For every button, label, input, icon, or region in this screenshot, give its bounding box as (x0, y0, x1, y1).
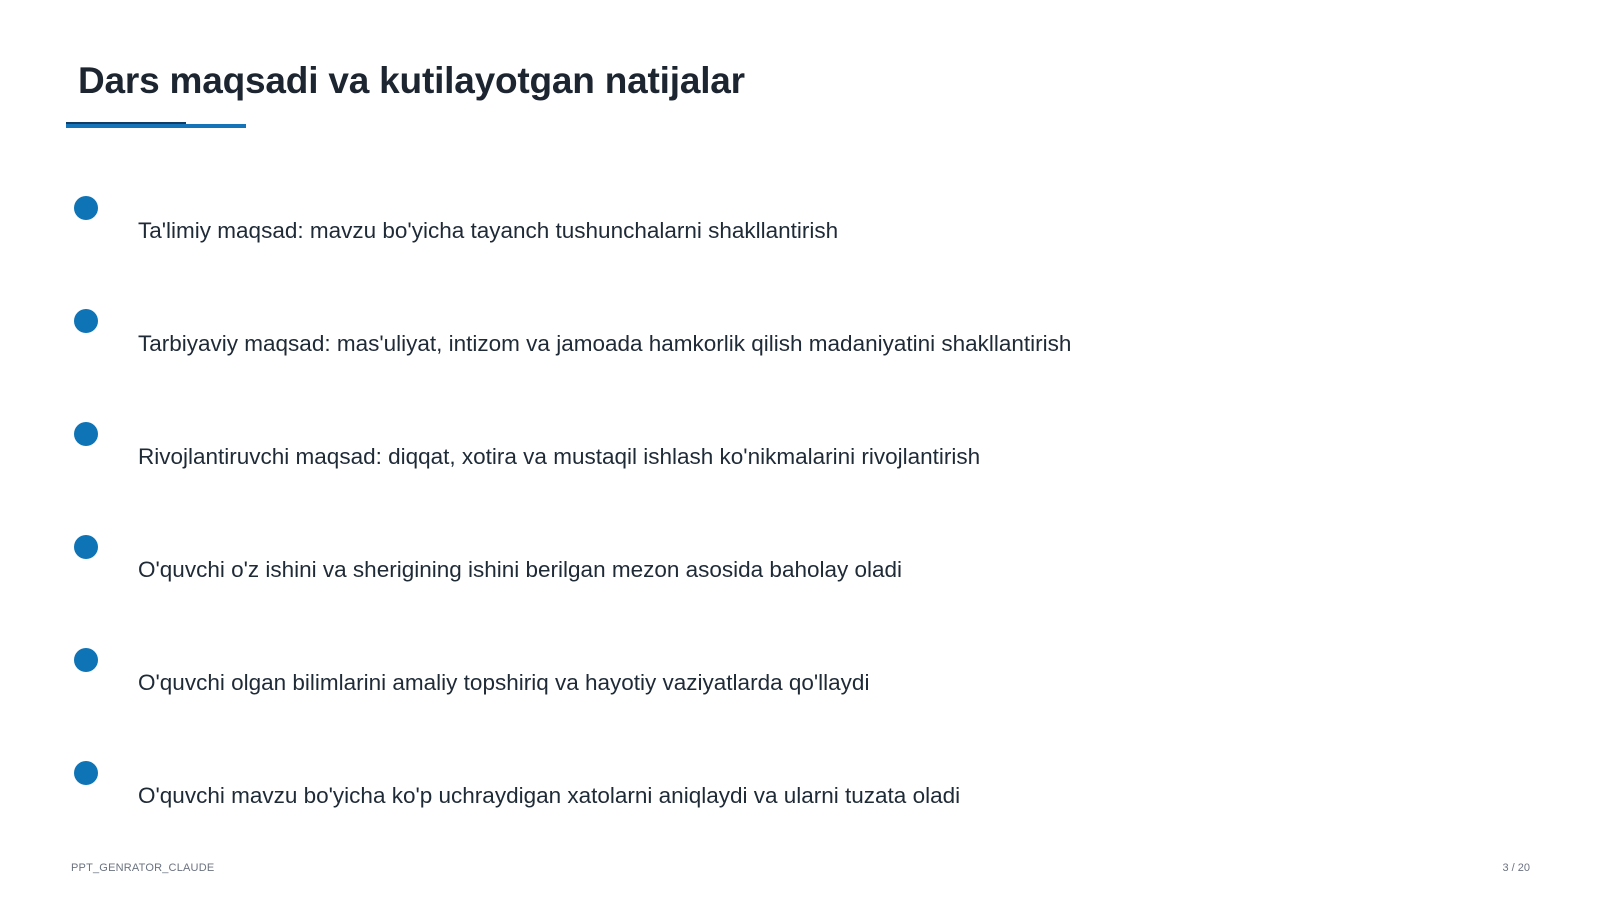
goal-item (0, 533, 1600, 593)
goal-item (0, 194, 1600, 254)
slide-title: Dars maqsadi va kutilayotgan natijalar (78, 60, 745, 101)
goal-text: Rivojlantiruvchi maqsad: diqqat, xotira va mustaqil ishlash ko'nikmalarini rivojlantirish (138, 444, 981, 469)
bullet-dot-icon (74, 535, 98, 559)
goal-text: O'quvchi o'z ishini va sherigining ishini berilgan mezon asosida baholay oladi (138, 557, 903, 582)
goal-item (0, 307, 1600, 367)
footer-source: PPT_GENRATOR_CLAUDE (71, 862, 215, 874)
goal-text: Ta'limiy maqsad: mavzu bo'yicha tayanch tushunchalarni shakllantirish (138, 218, 839, 243)
bullet-dot-icon (74, 648, 98, 672)
goal-text: O'quvchi mavzu bo'yicha ko'p uchraydigan xatolarni aniqlaydi va ularni tuzata oladi (138, 783, 961, 808)
page-number: 3 / 20 (1502, 862, 1530, 874)
goal-item (0, 759, 1600, 819)
bullet-dot-icon (74, 196, 98, 220)
bullet-dot-icon (74, 309, 98, 333)
goal-item (0, 420, 1600, 480)
goal-text: O'quvchi olgan bilimlarini amaliy topshiriq va hayotiy vaziyatlarda qo'llaydi (138, 670, 870, 695)
bullet-dot-icon (74, 422, 98, 446)
goal-text: Tarbiyaviy maqsad: mas'uliyat, intizom va jamoada hamkorlik qilish madaniyatini shakllantirish (138, 331, 1072, 356)
bullet-dot-icon (74, 761, 98, 785)
goal-item (0, 646, 1600, 706)
